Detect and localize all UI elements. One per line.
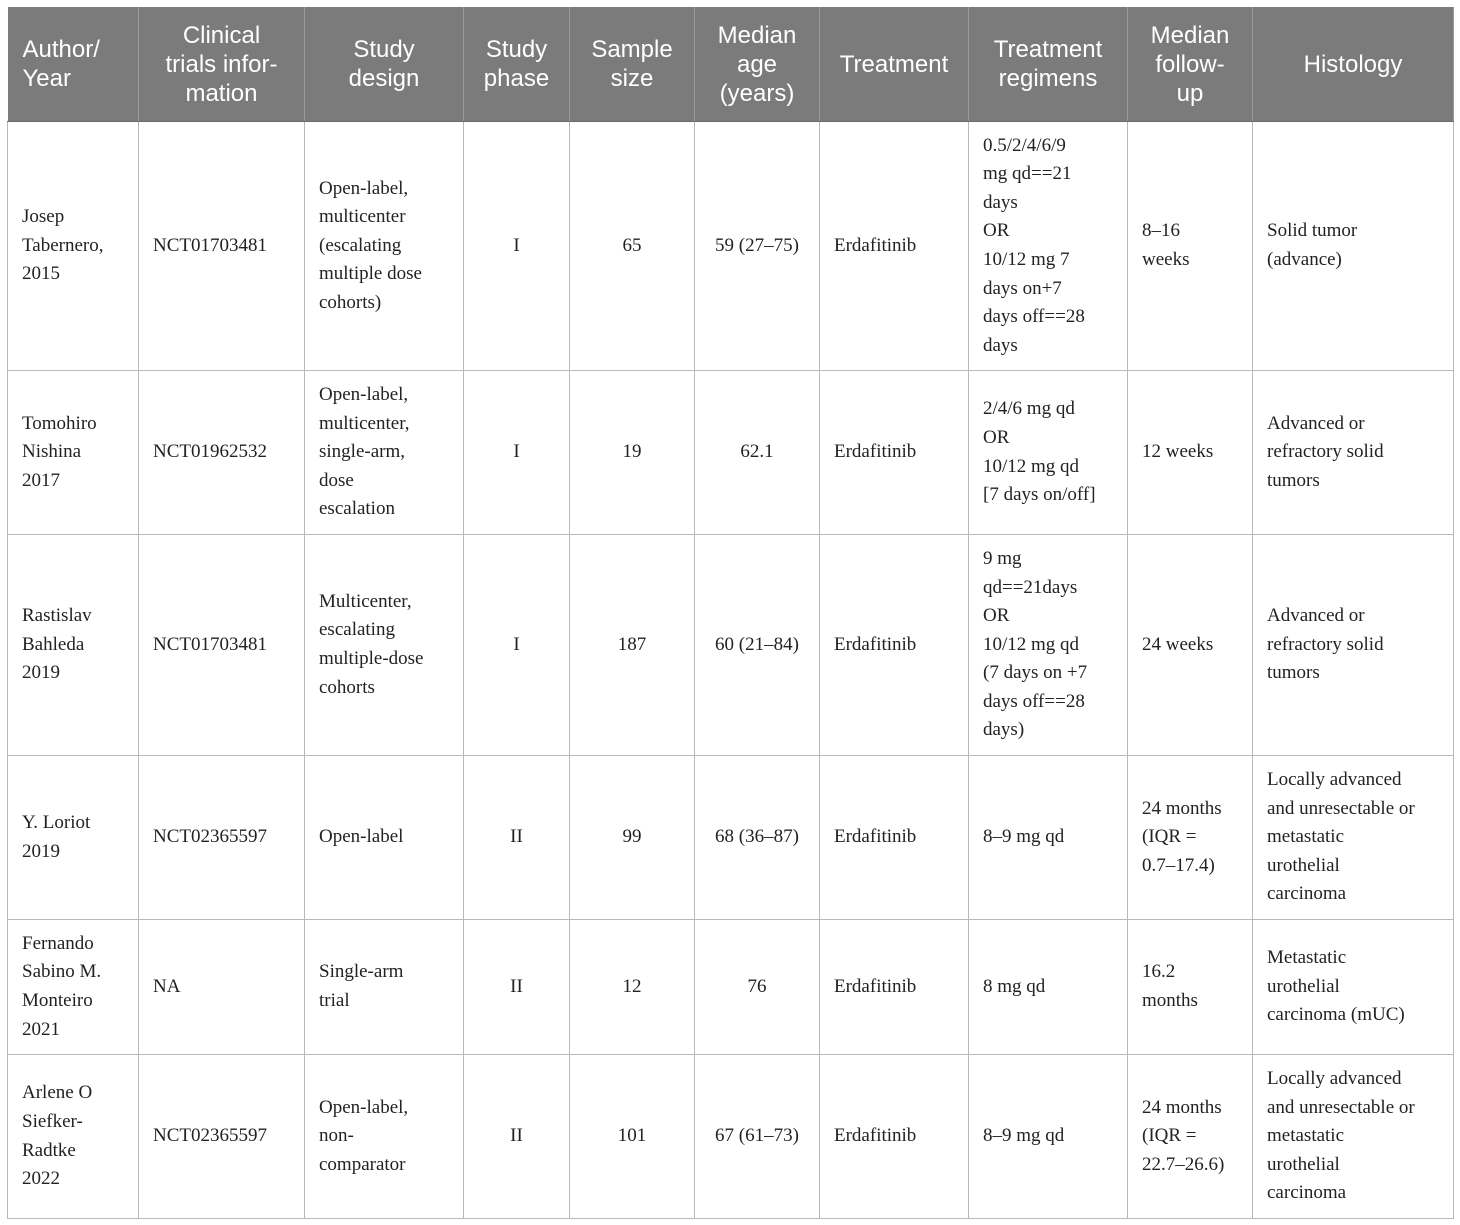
cell-trial: NCT01962532 xyxy=(139,371,305,535)
cell-treatment: Erdafitinib xyxy=(820,371,969,535)
cell-regimens: 8 mg qd xyxy=(969,920,1128,1055)
header-treatment: Treatment xyxy=(820,7,969,122)
header-histology: Histology xyxy=(1253,7,1454,122)
cell-phase: I xyxy=(464,371,570,535)
cell-treatment: Erdafitinib xyxy=(820,920,969,1055)
cell-author: Arlene O Siefker- Radtke 2022 xyxy=(8,1055,139,1219)
cell-author: Josep Tabernero, 2015 xyxy=(8,122,139,371)
cell-design: Open-label, non- comparator xyxy=(305,1055,464,1219)
cell-author: Y. Loriot 2019 xyxy=(8,756,139,920)
table-row xyxy=(8,920,1454,1055)
cell-design: Single-arm trial xyxy=(305,920,464,1055)
cell-author: Fernando Sabino M. Monteiro 2021 xyxy=(8,920,139,1055)
cell-histology: Metastatic urothelial carcinoma (mUC) xyxy=(1253,920,1454,1055)
cell-treatment: Erdafitinib xyxy=(820,122,969,371)
cell-followup: 8–16 weeks xyxy=(1128,122,1253,371)
cell-followup: 16.2 months xyxy=(1128,920,1253,1055)
table-row xyxy=(8,535,1454,756)
cell-sample: 187 xyxy=(570,535,695,756)
cell-design: Multicenter, escalating multiple-dose cohorts xyxy=(305,535,464,756)
cell-trial: NCT01703481 xyxy=(139,122,305,371)
cell-author: Tomohiro Nishina 2017 xyxy=(8,371,139,535)
cell-trial: NCT02365597 xyxy=(139,756,305,920)
header-median-follow-up: Median follow- up xyxy=(1128,7,1253,122)
cell-treatment: Erdafitinib xyxy=(820,756,969,920)
cell-treatment: Erdafitinib xyxy=(820,535,969,756)
cell-histology: Locally advanced and unresectable or metastatic urothelial carcinoma xyxy=(1253,1055,1454,1219)
cell-trial: NCT02365597 xyxy=(139,1055,305,1219)
cell-histology: Locally advanced and unresectable or metastatic urothelial carcinoma xyxy=(1253,756,1454,920)
cell-sample: 99 xyxy=(570,756,695,920)
cell-phase: I xyxy=(464,122,570,371)
cell-followup: 24 weeks xyxy=(1128,535,1253,756)
cell-treatment: Erdafitinib xyxy=(820,1055,969,1219)
cell-design: Open-label xyxy=(305,756,464,920)
cell-author: Rastislav Bahleda 2019 xyxy=(8,535,139,756)
cell-histology: Solid tumor (advance) xyxy=(1253,122,1454,371)
cell-age: 60 (21–84) xyxy=(695,535,820,756)
cell-design: Open-label, multicenter (escalating multiple dose cohorts) xyxy=(305,122,464,371)
cell-regimens: 9 mg qd==21days OR 10/12 mg qd (7 days on +7 days off==28 days) xyxy=(969,535,1128,756)
cell-trial: NCT01703481 xyxy=(139,535,305,756)
cell-age: 76 xyxy=(695,920,820,1055)
clinical-trials-table xyxy=(7,7,1454,1219)
cell-phase: II xyxy=(464,756,570,920)
cell-regimens: 2/4/6 mg qd OR 10/12 mg qd [7 days on/off] xyxy=(969,371,1128,535)
cell-phase: II xyxy=(464,1055,570,1219)
table-row xyxy=(8,756,1454,920)
cell-regimens: 8–9 mg qd xyxy=(969,1055,1128,1219)
cell-sample: 12 xyxy=(570,920,695,1055)
cell-age: 62.1 xyxy=(695,371,820,535)
table-row xyxy=(8,1055,1454,1219)
table-row xyxy=(8,371,1454,535)
cell-phase: I xyxy=(464,535,570,756)
cell-phase: II xyxy=(464,920,570,1055)
header-clinical-trials: Clinical trials infor- mation xyxy=(139,7,305,122)
header-treatment-regimens: Treatment regimens xyxy=(969,7,1128,122)
cell-histology: Advanced or refractory solid tumors xyxy=(1253,371,1454,535)
cell-followup: 24 months (IQR = 0.7–17.4) xyxy=(1128,756,1253,920)
header-median-age: Median age (years) xyxy=(695,7,820,122)
cell-sample: 101 xyxy=(570,1055,695,1219)
cell-design: Open-label, multicenter, single-arm, dose escalation xyxy=(305,371,464,535)
cell-histology: Advanced or refractory solid tumors xyxy=(1253,535,1454,756)
header-row xyxy=(8,7,1454,122)
header-author-year: Author/ Year xyxy=(8,7,139,122)
cell-age: 68 (36–87) xyxy=(695,756,820,920)
cell-age: 67 (61–73) xyxy=(695,1055,820,1219)
header-study-phase: Study phase xyxy=(464,7,570,122)
cell-followup: 12 weeks xyxy=(1128,371,1253,535)
table-row xyxy=(8,122,1454,371)
header-sample-size: Sample size xyxy=(570,7,695,122)
cell-followup: 24 months (IQR = 22.7–26.6) xyxy=(1128,1055,1253,1219)
cell-age: 59 (27–75) xyxy=(695,122,820,371)
cell-sample: 65 xyxy=(570,122,695,371)
cell-regimens: 0.5/2/4/6/9 mg qd==21 days OR 10/12 mg 7 days on+7 days off==28 days xyxy=(969,122,1128,371)
cell-sample: 19 xyxy=(570,371,695,535)
header-study-design: Study design xyxy=(305,7,464,122)
cell-regimens: 8–9 mg qd xyxy=(969,756,1128,920)
cell-trial: NA xyxy=(139,920,305,1055)
